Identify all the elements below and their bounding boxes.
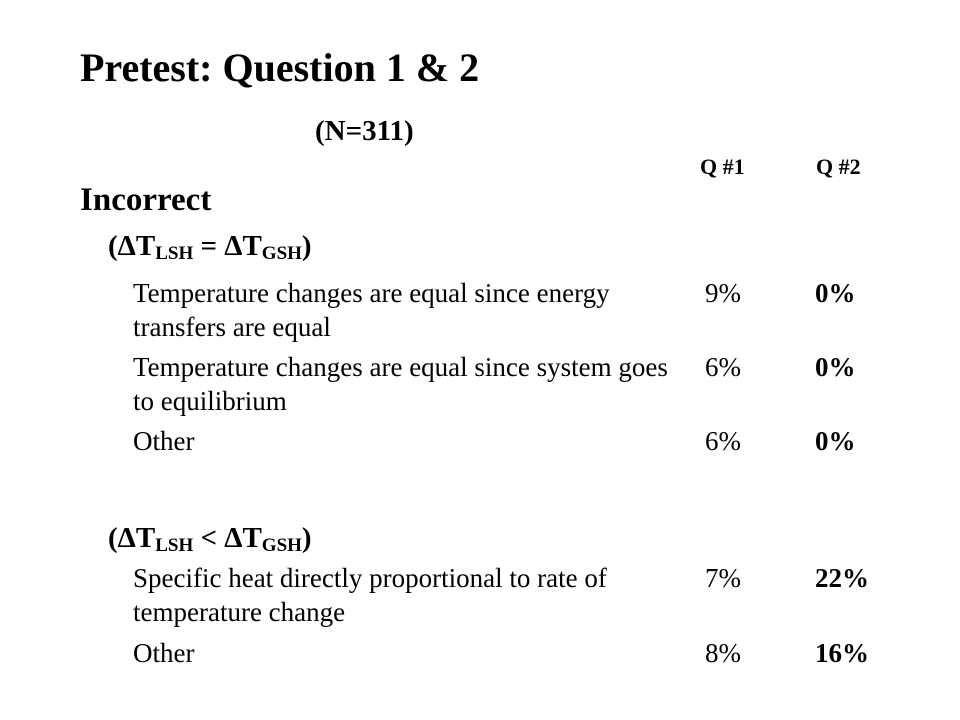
row-q1-value: 7% bbox=[705, 563, 741, 593]
row-q2-value: 0% bbox=[815, 352, 856, 382]
slide-title: Pretest: Question 1 & 2 bbox=[80, 45, 480, 90]
row-label: Temperature changes are equal since energy transfers are equal bbox=[133, 278, 610, 342]
group-heading-equal bbox=[108, 228, 312, 272]
relation-symbol: < bbox=[193, 522, 225, 554]
delta-t-symbol: ΔT bbox=[224, 522, 262, 554]
delta-t-symbol: ΔT bbox=[224, 230, 262, 262]
subscript-lsh: LSH bbox=[155, 243, 194, 264]
row-q2-value: 22% bbox=[815, 563, 869, 593]
column-header-q1: Q #1 bbox=[700, 154, 745, 179]
section-heading-incorrect: Incorrect bbox=[80, 182, 212, 218]
delta-t-symbol: ΔT bbox=[117, 522, 156, 554]
row-label: Temperature changes are equal since system goes to equilibrium bbox=[133, 352, 668, 416]
subscript-gsh: GSH bbox=[261, 535, 302, 556]
delta-t-symbol: ΔT bbox=[117, 230, 156, 262]
row-q2-value: 16% bbox=[815, 638, 869, 668]
group-heading-less-than bbox=[108, 520, 312, 564]
group-close-paren: ) bbox=[301, 522, 312, 554]
row-label: Other bbox=[133, 426, 195, 456]
row-label: Specific heat directly proportional to rate of temperature change bbox=[133, 563, 607, 627]
column-header-q2: Q #2 bbox=[816, 154, 861, 179]
row-q1-value: 9% bbox=[705, 278, 741, 308]
row-q1-value: 6% bbox=[705, 352, 741, 382]
subscript-gsh: GSH bbox=[261, 243, 302, 264]
subscript-lsh: LSH bbox=[155, 535, 194, 556]
row-q1-value: 6% bbox=[705, 426, 741, 456]
sample-size: (N=311) bbox=[315, 115, 414, 147]
group-open-paren: ( bbox=[108, 230, 118, 262]
group-close-paren: ) bbox=[301, 230, 312, 262]
row-q2-value: 0% bbox=[815, 426, 856, 456]
row-q2-value: 0% bbox=[815, 278, 856, 308]
row-q1-value: 8% bbox=[705, 638, 741, 668]
relation-symbol: = bbox=[193, 230, 225, 262]
group-open-paren: ( bbox=[108, 522, 118, 554]
row-label: Other bbox=[133, 638, 195, 668]
